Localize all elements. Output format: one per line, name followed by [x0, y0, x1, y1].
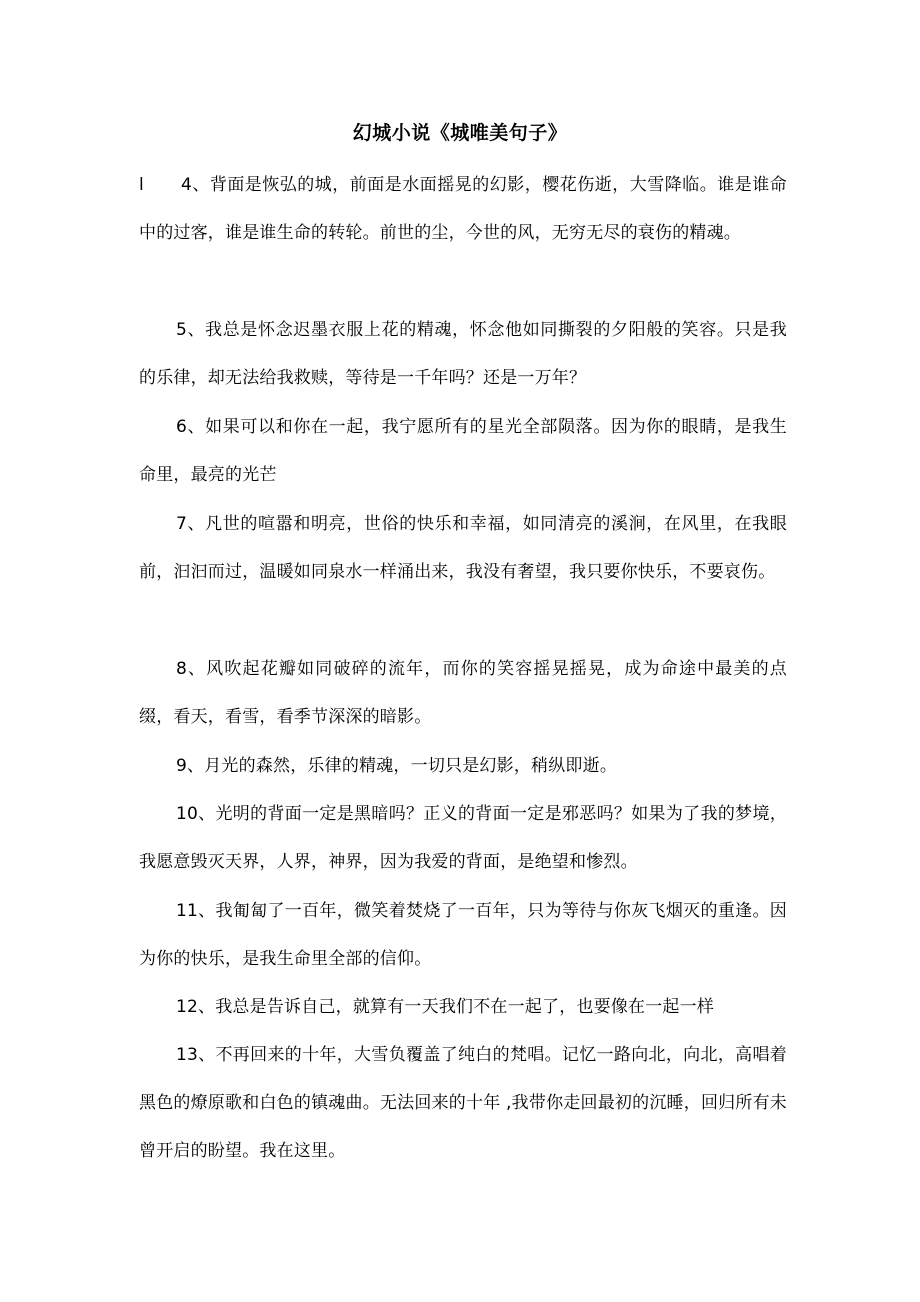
paragraph-7: 7、凡世的喧嚣和明亮，世俗的快乐和幸福，如同清亮的溪涧，在风里，在我眼前，汩汩而过，温暖如同泉水一样涌出来，我没有奢望，我只要你快乐，不要哀伤。 — [139, 514, 787, 582]
paragraph-13: 13、不再回来的十年，大雪负覆盖了纯白的梵唱。记忆一路向北，向北，高唱着黑色的燎原歌和白色的镇魂曲。无法回来的十年 ,我带你走回最初的沉睡，回归所有未曾开启的盼望。我在这里。 — [139, 1045, 787, 1161]
document-title: 幻城小说《城唯美句子》 — [352, 122, 568, 144]
paragraph-9: 9、月光的森然，乐律的精魂，一切只是幻影，稍纵即逝。 — [176, 756, 618, 776]
list-marker: l — [139, 175, 144, 195]
paragraph-5: 5、我总是怀念迟墨衣服上花的精魂，怀念他如同撕裂的夕阳般的笑容。只是我的乐律，却无法给我救赎，等待是一千年吗？还是一万年？ — [139, 320, 787, 388]
paragraph-6: 6、如果可以和你在一起，我宁愿所有的星光全部陨落。因为你的眼睛，是我生命里，最亮的光芒 — [139, 417, 787, 485]
paragraph-10: 10、光明的背面一定是黑暗吗？正义的背面一定是邪恶吗？如果为了我的梦境，我愿意毁灭天界，人界，神界，因为我爱的背面，是绝望和惨烈。 — [139, 804, 787, 872]
paragraph-11: 11、我匍匐了一百年，微笑着焚烧了一百年，只为等待与你灰飞烟灭的重逢。因为你的快乐，是我生命里全部的信仰。 — [139, 901, 787, 969]
paragraph-4: 4、背面是恢弘的城，前面是水面摇晃的幻影，樱花伤逝，大雪降临。谁是谁命中的过客，谁是谁生命的转轮。前世的尘，今世的风，无穷无尽的衰伤的精魂。 — [139, 175, 787, 243]
paragraph-12: 12、我总是告诉自己，就算有一天我们不在一起了，也要像在一起一样 — [176, 997, 715, 1017]
paragraph-8: 8、风吹起花瓣如同破碎的流年，而你的笑容摇晃摇晃，成为命途中最美的点缀，看天，看雪，看季节深深的暗影。 — [139, 659, 787, 727]
